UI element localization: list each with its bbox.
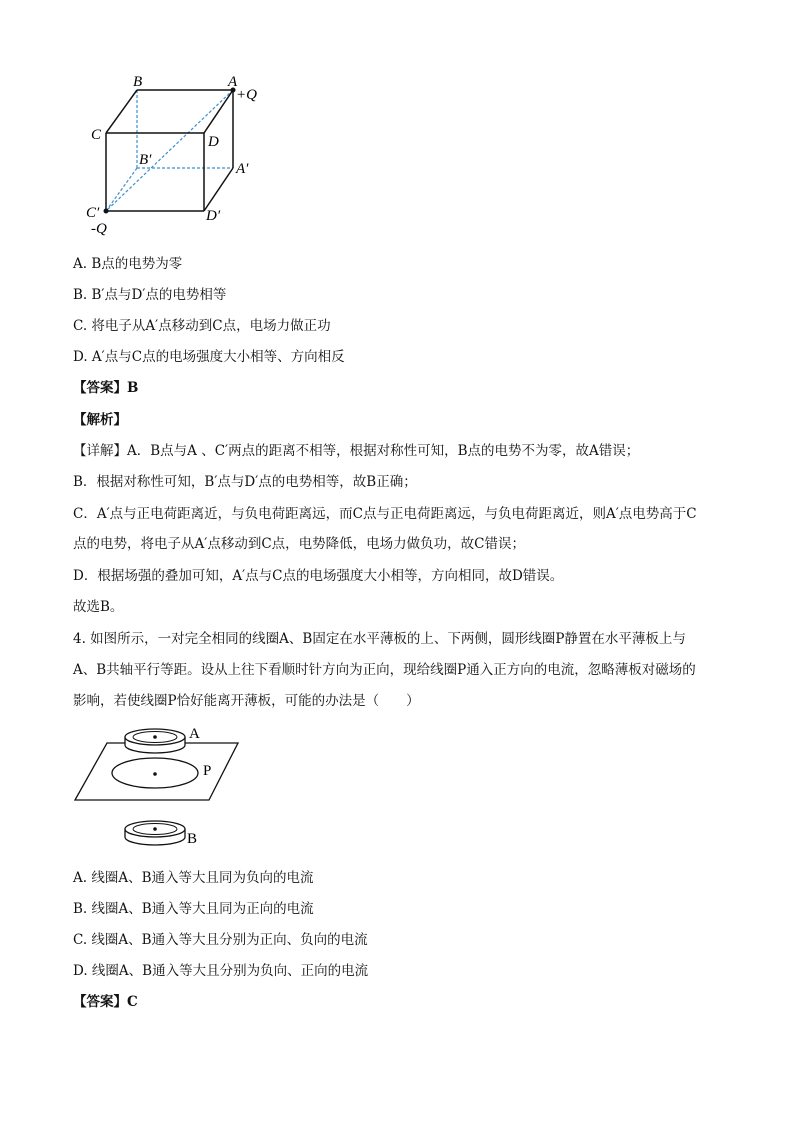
cube-label-minusQ: -Q [91,221,107,237]
cube-label-A: A [228,74,238,90]
q3-option-c: C. 将电子从A′点移动到C点，电场力做正功 [73,318,331,334]
q4-answer: 【答案】C [73,994,138,1010]
coil-B [125,821,185,845]
coil-P [112,758,198,788]
q3-answer: 【答案】B [73,380,139,396]
cube-label-Cprime: C′ [86,205,100,221]
q3-analysis-line: B．根据对称性可知，B′点与D′点的电势相等，故B正确； [73,474,417,490]
q4-stem-line: 4. 如图所示，一对完全相同的线圈A、B固定在水平薄板的上、下两侧，圆形线圈P静置在水平薄板上与 [73,631,686,647]
q4-option-a: A. 线圈A、B通入等大且同为负向的电流 [73,870,314,886]
q3-option-b: B. B′点与D′点的电势相等 [73,287,227,303]
cube-hidden-edge [106,168,137,211]
q3-analysis-line: 故选B。 [73,599,124,615]
cube-edge [106,90,137,133]
q3-analysis-title: 【解析】 [73,412,127,428]
cube-edge [204,90,233,133]
cube-label-Bprime: B′ [139,152,152,168]
coil-label-B: B [187,831,198,847]
q3-analysis-line: 点的电势，将电子从A′点移动到C点，电势降低，电场力做负功，故C错误； [73,536,525,552]
coil-A [125,729,185,753]
coil-label-A: A [189,726,200,742]
coil-figure [70,720,250,855]
negative-charge-dot [104,209,109,214]
cube-label-plusQ: +Q [236,87,257,103]
q4-option-d: D. 线圈A、B通入等大且分别为负向、正向的电流 [73,963,369,979]
q4-stem-line: A、B共轴平行等距。设从上往下看顺时针方向为正向，现给线圈P通入正方向的电流，忽略薄板对磁场的 [73,662,696,678]
cube-diagonal [106,90,233,211]
cube-figure [80,70,280,240]
cube-label-B: B [133,74,143,90]
q3-option-d: D. A′点与C点的电场强度大小相等、方向相反 [73,349,345,365]
coil-label-P: P [203,763,212,779]
cube-edge [204,168,233,211]
q4-option-b: B. 线圈A、B通入等大且同为正向的电流 [73,901,314,917]
q3-analysis-line: 【详解】A．B点与A 、C′两点的距离不相等，根据对称性可知，B点的电势不为零，故A错误； [73,443,640,459]
cube-label-Aprime: A′ [236,161,249,177]
q4-option-c: C. 线圈A、B通入等大且分别为正向、负向的电流 [73,932,368,948]
cube-label-Dprime: D′ [206,208,221,224]
cube-label-D: D [208,134,219,150]
cube-label-C: C [91,127,102,143]
q4-stem-line: 影响，若使线圈P恰好能离开薄板，可能的办法是（ ） [73,693,420,709]
q3-option-a: A. B点的电势为零 [73,256,183,272]
q3-analysis-line: C．A′点与正电荷距离近，与负电荷距离远，而C点与正电荷距离远，与负电荷距离近，则A′点电势高于C [73,506,697,522]
q3-analysis-line: D．根据场强的叠加可知，A′点与C点的电场强度大小相等，方向相同，故D错误。 [73,568,564,584]
